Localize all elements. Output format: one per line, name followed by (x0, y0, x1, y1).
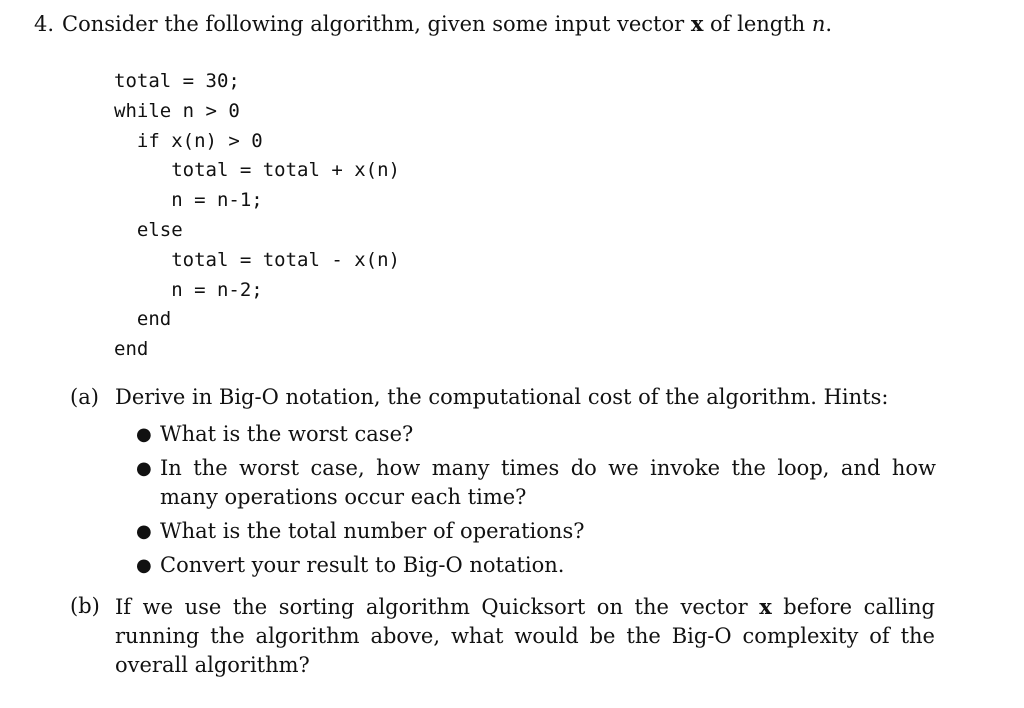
algorithm-code-block (114, 67, 400, 365)
list-item (136, 420, 936, 449)
part-a-label: (a) (70, 385, 99, 409)
hint-text: What is the worst case? (160, 422, 414, 446)
question-intro-middle: of length (703, 12, 812, 36)
part-b (70, 592, 970, 682)
code-line: if x(n) > 0 (114, 129, 263, 152)
bullet-icon: ● (136, 458, 152, 479)
part-b-label: (b) (70, 594, 100, 618)
bullet-icon: ● (136, 424, 152, 445)
part-b-text-start: If we use the sorting algorithm Quicksort on the vector (115, 595, 760, 619)
hint-text: Convert your result to Big-O notation. (160, 553, 565, 577)
length-n-symbol: n (811, 12, 826, 36)
list-item (136, 454, 936, 512)
part-a-text: Derive in Big-O notation, the computational cost of the algorithm. Hints: (115, 385, 889, 409)
code-line: while n > 0 (114, 99, 240, 122)
code-line: n = n-1; (114, 189, 263, 212)
question-intro-text: Consider the following algorithm, given some input vector (62, 12, 691, 36)
list-item (136, 551, 936, 580)
bullet-icon: ● (136, 555, 152, 576)
code-line: end (114, 338, 149, 361)
code-line: else (114, 218, 183, 241)
bullet-icon: ● (136, 521, 152, 542)
hint-text: In the worst case, how many times do we invoke the loop, and how many operations occur each time? (160, 456, 936, 509)
vector-x-symbol: x (690, 11, 704, 36)
question-heading (34, 10, 832, 38)
question-intro-end: . (825, 12, 833, 36)
list-item (136, 517, 936, 546)
code-line: n = n-2; (114, 278, 263, 301)
part-b-text (115, 592, 935, 680)
hints-list (136, 420, 936, 585)
code-line: total = 30; (114, 70, 240, 92)
code-line: total = total + x(n) (114, 159, 400, 182)
part-b-text-end: before calling running the algorithm above, what would be the Big-O complexity of the overall algorithm? (115, 595, 935, 677)
part-a (70, 383, 970, 415)
code-line: end (114, 308, 172, 331)
vector-x-symbol: x (759, 594, 772, 619)
hint-text: What is the total number of operations? (160, 519, 585, 543)
question-number: 4. (34, 12, 55, 36)
code-line: total = total - x(n) (114, 248, 400, 271)
